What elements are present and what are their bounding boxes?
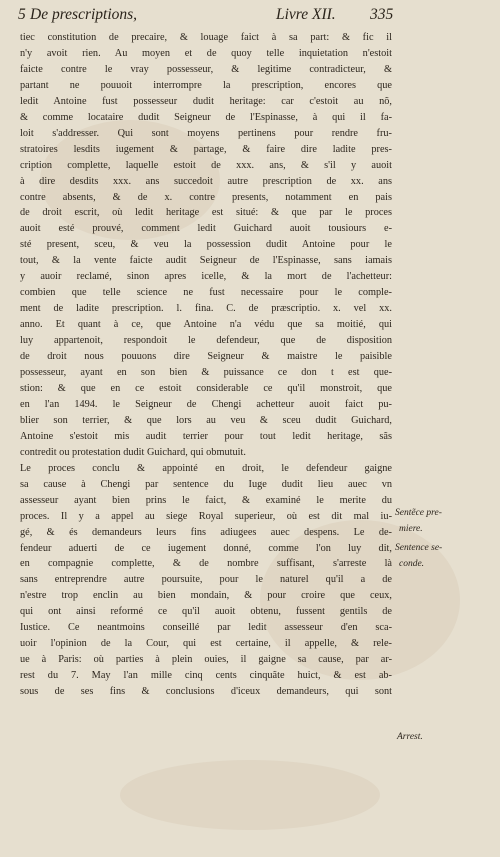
text-line: proces. Il y a appel au siege Royal superieur, où est dit mal iu-: [20, 510, 392, 522]
text-line: de droit nous pouuons dire Seigneur & maistre le paisible: [20, 351, 392, 363]
text-line: n'estre trop enclin au bien mondain, & pour croire que ceux,: [20, 590, 392, 602]
running-header: [18, 6, 488, 28]
text-line: stratoires lesdits iugement & partage, & faire dire ladite pres-: [20, 143, 392, 155]
margin-note-sentence-seconde: Sentence se-: [395, 543, 443, 553]
text-line: de droit escrit, où ledit heritage est situé: & que par le proces: [20, 207, 392, 219]
text-line: sté present, sceu, & veu la possession dudit Antoine pour le: [20, 239, 392, 251]
text-line: possesseur, ayant en son bien & puissance ce don t est que-: [20, 367, 392, 379]
text-line: ue à Paris: où parties à plein ouies, il gaigne sa cause, par ar-: [20, 654, 392, 666]
text-line: partant ne pouuoit interrompre la prescription, encores que: [20, 79, 392, 91]
text-line: Le proces conclu & appointé en droit, le defendeur gaigne: [20, 462, 392, 474]
chapter-number: 5: [18, 6, 26, 23]
text-line: fendeur aduerti de ce iugement donné, comme l'on luy dit,: [20, 542, 392, 554]
margin-note-sentence-seconde: conde.: [399, 559, 425, 569]
body-text: [20, 30, 392, 700]
text-line: & comme locataire dudit Seigneur de l'Espinasse, à qui il fa-: [20, 111, 392, 123]
text-line: en compagnie complette, & de nombre suffisant, s'arreste là: [20, 558, 392, 570]
text-line: gé, & és demandeurs leurs fins adiugees auec despens. Le de-: [20, 526, 392, 538]
margin-note-sentence-premiere: Sentẽce pre-: [395, 508, 442, 518]
margin-note-sentence-premiere: miere.: [399, 524, 423, 534]
text-line: contre absents, & de x. contre presents, notamment en pais: [20, 191, 392, 203]
text-line: tout, & la vente faicte audit Seigneur de l'Espinasse, sans iamais: [20, 255, 392, 267]
text-line: n'y avoit rien. Au moyen et de quoy telle inquietation n'estoit: [20, 47, 392, 59]
text-line: sans entreprendre autre poursuite, pour le naturel qu'il a de: [20, 574, 392, 586]
margin-note-arrest: Arrest.: [397, 732, 423, 742]
text-line: stion: & que en ce estoit considerable ce qu'il monstroit, que: [20, 382, 392, 394]
text-line: auoit esté prouvé, comment ledit Guichard auoit tousiours e-: [20, 223, 392, 235]
text-line: combien que telle science ne fust necessaire pour le comple-: [20, 287, 392, 299]
text-line: en l'an 1494. le Seigneur de Chengi achetteur auoit faict pu-: [20, 398, 392, 410]
text-line: y auoir reclamé, sinon apres icelle, & la mort de l'achetteur:: [20, 271, 392, 283]
text-line: rest du 7. May l'an mille cinq cents cinquãte huict, & est ab-: [20, 670, 392, 682]
text-line: ment de ladite prescription. l. fina. C. de præscriptio. x. vel xx.: [20, 303, 392, 315]
text-line: anno. Et quant à ce, que Antoine n'a védu que sa moitié, qui: [20, 319, 392, 331]
text-line: cription complette, laquelle estoit de xxx. ans, & s'il y auoit: [20, 159, 392, 171]
paper-stain: [120, 760, 380, 830]
page-number: 335: [370, 6, 394, 23]
text-line: ledit Antoine fust possesseur dudit heritage: car c'estoit au nõ,: [20, 95, 392, 107]
text-line: assesseur ayant bien prins le faict, & examiné le merite du: [20, 494, 392, 506]
text-line: sa cause à Chengi par sentence du Iuge dudit lieu auec vn: [20, 478, 392, 490]
text-line: contredit ou protestation dudit Guichard, qui obmutuit.: [20, 446, 246, 458]
text-line: loit s'addresser. Qui sont moyens pertinens pour rendre fru-: [20, 127, 392, 139]
book-label: Livre XII.: [276, 6, 336, 23]
text-line: sous de ses fins & conclusions d'iceux demandeurs, qui sont: [20, 686, 392, 698]
text-line: tiec constitution de precaire, & louage faict à sa part: & fic il: [20, 32, 392, 43]
text-line: qui ont ainsi reformé ce qu'il auoit obtenu, fussent gentils de: [20, 606, 392, 618]
text-line: uoir l'opinion de la Cour, qui est certaine, il appelle, & rele-: [20, 638, 392, 650]
text-line: luy appartenoit, respondoit le defendeur, que de disposition: [20, 335, 392, 347]
text-line: Iustice. Ce neantmoins conseillé par ledit assesseur d'en sca-: [20, 622, 392, 634]
text-line: blier son terrier, & que lors au veu & sceu dudit Guichard,: [20, 414, 392, 426]
running-title: De prescriptions,: [30, 6, 138, 23]
text-line: Antoine s'estoit mis audit terrier pour tout ledit heritage, sãs: [20, 430, 392, 442]
text-line: faicte contre le vray possesseur, & legitime contradicteur, &: [20, 63, 392, 75]
text-line: à dire desdits xxx. ans succedoit autre prescription de xx. ans: [20, 175, 392, 187]
